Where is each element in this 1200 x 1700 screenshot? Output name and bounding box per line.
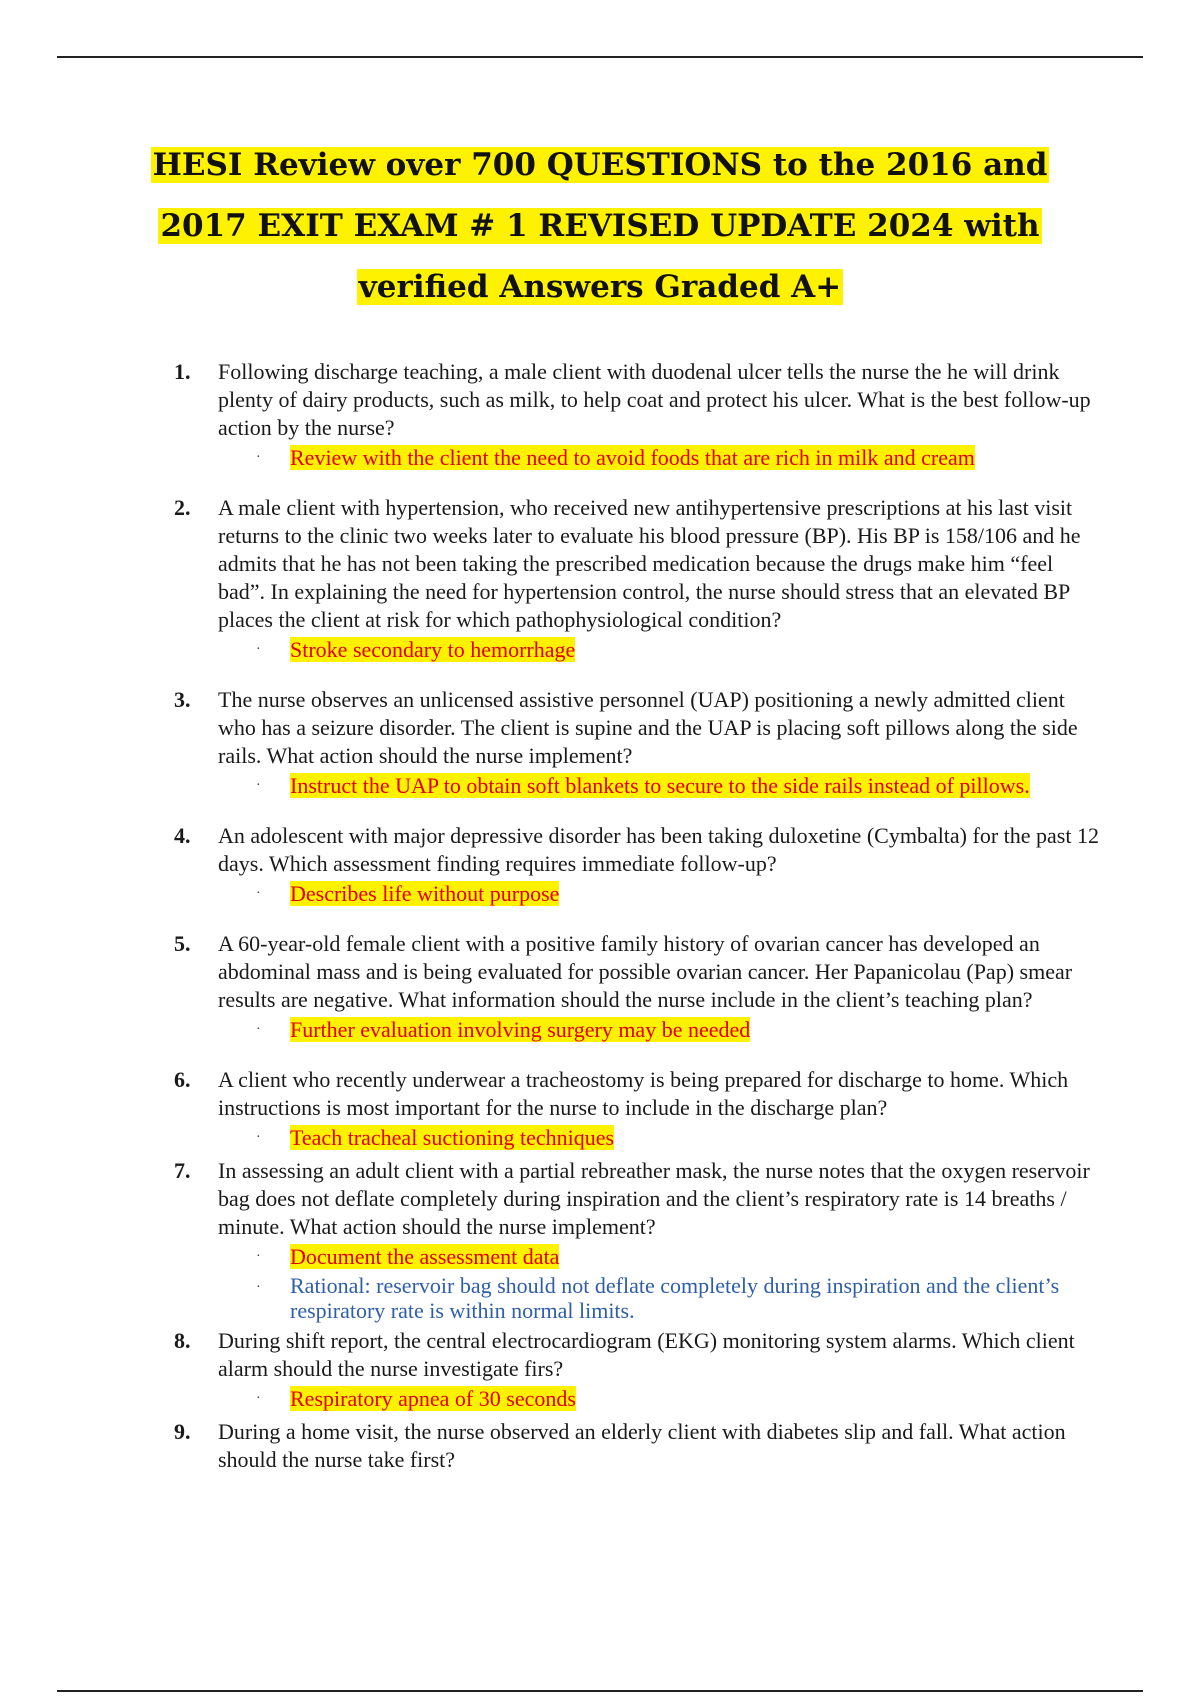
bottom-rule: [57, 1690, 1143, 1692]
answer-item: [252, 1015, 1104, 1045]
question-number: 4.: [174, 823, 191, 848]
question-number: 5.: [174, 931, 191, 956]
title-line-3: verified Answers Graded A+: [358, 269, 842, 305]
question-number: 1.: [174, 359, 191, 384]
question-item: [174, 358, 1104, 442]
answer-item: [252, 635, 1104, 665]
answer-text: Review with the client the need to avoid foods that are rich in milk and cream: [290, 445, 975, 470]
top-rule: [57, 56, 1143, 58]
answer-text: Further evaluation involving surgery may be needed: [290, 1017, 751, 1042]
answer-item: [252, 1123, 1104, 1153]
rationale-item: [252, 1273, 1104, 1323]
answer-text: Teach tracheal suctioning techniques: [290, 1125, 615, 1150]
rationale-text: Rational: reservoir bag should not deflate completely during inspiration and the client’s respiratory rate is within normal limits.: [290, 1273, 1060, 1323]
answer-text: Describes life without purpose: [290, 881, 560, 906]
question-text: During shift report, the central electrocardiogram (EKG) monitoring system alarms. Which client alarm should the nurse investigate firs?: [218, 1328, 1075, 1381]
answer-text: Stroke secondary to hemorrhage: [290, 637, 576, 662]
answer-item: [252, 771, 1104, 801]
question-text: During a home visit, the nurse observed an elderly client with diabetes slip and fall. What action should the nurse take first?: [218, 1419, 1066, 1472]
bullet-icon: ·: [256, 1391, 261, 1406]
question-item: [174, 686, 1104, 770]
question-number: 9.: [174, 1419, 191, 1444]
question-text: In assessing an adult client with a partial rebreather mask, the nurse notes that the oxygen reservoir bag does not deflate completely during inspiration and the client’s respiratory rate is 14 breaths / minute. What action should the nurse implement?: [218, 1158, 1090, 1239]
bullet-icon: ·: [256, 1022, 261, 1037]
answer-text: Respiratory apnea of 30 seconds: [290, 1386, 576, 1411]
question-text: Following discharge teaching, a male client with duodenal ulcer tells the nurse the he will drink plenty of dairy products, such as milk, to help coat and protect his ulcer. What is the best follow-up action by the nurse?: [218, 359, 1091, 440]
question-text: The nurse observes an unlicensed assistive personnel (UAP) positioning a newly admitted client who has a seizure disorder. The client is supine and the UAP is placing soft pillows along the side rails. What action should the nurse implement?: [218, 687, 1078, 768]
question-text: An adolescent with major depressive disorder has been taking duloxetine (Cymbalta) for the past 12 days. Which assessment finding requires immediate follow-up?: [218, 823, 1099, 876]
document-title: [100, 135, 1100, 318]
bullet-icon: ·: [256, 1280, 261, 1295]
question-number: 8.: [174, 1328, 191, 1353]
question-text: A male client with hypertension, who received new antihypertensive prescriptions at his last visit returns to the clinic two weeks later to evaluate his blood pressure (BP). His BP is 158/106 and he admits that he has not been taking the prescribed medication because the drugs make him “feel bad”. In explaining the need for hypertension control, the nurse should stress that an elevated BP places the client at risk for which pathophysiological condition?: [218, 495, 1081, 632]
answer-item: [252, 443, 1104, 473]
question-item: [174, 1418, 1104, 1474]
question-list: [174, 358, 1104, 1474]
answer-item: [252, 879, 1104, 909]
bullet-icon: ·: [256, 450, 261, 465]
bullet-icon: ·: [256, 886, 261, 901]
question-number: 7.: [174, 1158, 191, 1183]
title-line-2: 2017 EXIT EXAM # 1 REVISED UPDATE 2024 with: [160, 208, 1040, 244]
question-item: [174, 1157, 1104, 1241]
question-item: [174, 1066, 1104, 1122]
question-number: 2.: [174, 495, 191, 520]
question-number: 3.: [174, 687, 191, 712]
bullet-icon: ·: [256, 1130, 261, 1145]
bullet-icon: ·: [256, 1249, 261, 1264]
question-item: [174, 822, 1104, 878]
question-text: A 60-year-old female client with a positive family history of ovarian cancer has developed an abdominal mass and is being evaluated for possible ovarian cancer. Her Papanicolau (Pap) smear results are negative. What information should the nurse include in the client’s teaching plan?: [218, 931, 1073, 1012]
question-item: [174, 930, 1104, 1014]
answer-text: Document the assessment data: [290, 1244, 560, 1269]
bullet-icon: ·: [256, 642, 261, 657]
bullet-icon: ·: [256, 778, 261, 793]
answer-text: Instruct the UAP to obtain soft blankets to secure to the side rails instead of pillows.: [290, 773, 1030, 798]
answer-item: [252, 1384, 1104, 1414]
question-item: [174, 494, 1104, 634]
question-number: 6.: [174, 1067, 191, 1092]
title-line-1: HESI Review over 700 QUESTIONS to the 2016 and: [152, 147, 1048, 183]
question-text: A client who recently underwear a tracheostomy is being prepared for discharge to home. Which instructions is most important for the nurse to include in the discharge plan?: [218, 1067, 1069, 1120]
question-item: [174, 1327, 1104, 1383]
answer-item: [252, 1242, 1104, 1272]
